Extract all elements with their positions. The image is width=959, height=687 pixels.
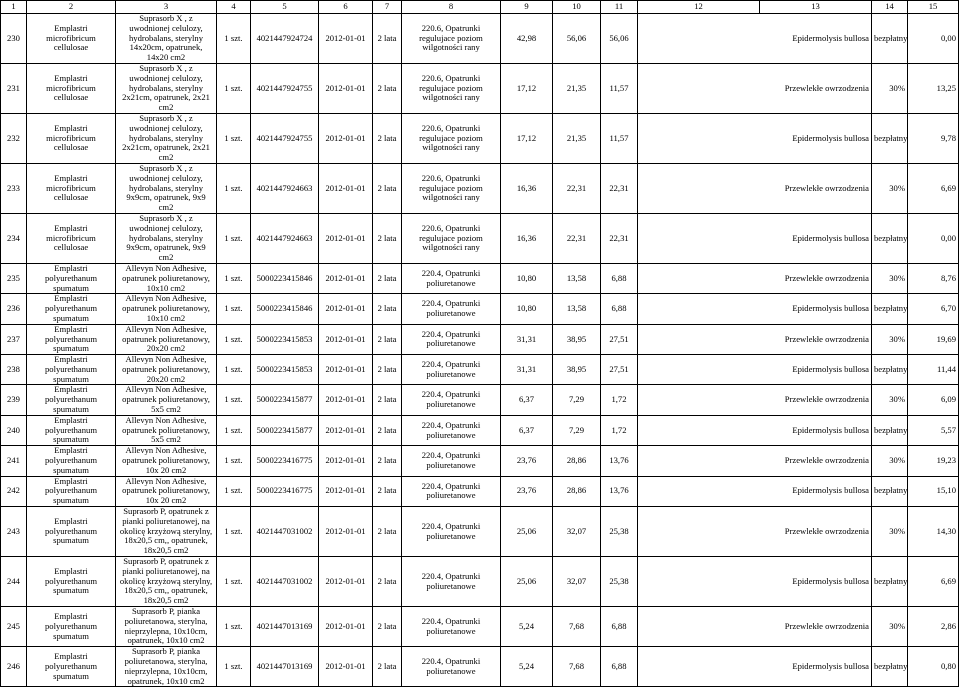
price-wholesale: 6,37 (501, 415, 553, 445)
substance-name: Emplastri microfibricum cellulosae (27, 14, 116, 64)
validity-period: 2 lata (373, 163, 402, 213)
ean-code: 5000223415877 (251, 415, 319, 445)
payment-level: 30% (872, 446, 908, 476)
limit-group: 220.4, Opatrunki poliuretanowe (402, 415, 501, 445)
package-size: 1 szt. (217, 476, 251, 506)
validity-period: 2 lata (373, 607, 402, 647)
price-wholesale: 5,24 (501, 647, 553, 687)
price-wholesale: 6,37 (501, 385, 553, 415)
ean-code: 4021447924755 (251, 113, 319, 163)
payment-level: bezpłatny (872, 476, 908, 506)
indication: Przewlekłe owrzodzenia (638, 263, 872, 293)
substance-name: Emplastri polyurethanum spumatum (27, 263, 116, 293)
package-size: 1 szt. (217, 355, 251, 385)
patient-payment: 2,86 (908, 607, 959, 647)
patient-payment: 0,80 (908, 647, 959, 687)
patient-payment: 6,69 (908, 163, 959, 213)
column-number: 3 (116, 1, 217, 14)
table-row (1, 355, 959, 385)
table-row (1, 213, 959, 263)
ean-code: 5000223415853 (251, 324, 319, 354)
limit-value: 6,88 (601, 263, 638, 293)
row-number: 244 (1, 557, 27, 607)
payment-level: 30% (872, 507, 908, 557)
patient-payment: 6,70 (908, 294, 959, 324)
price-retail: 7,29 (553, 385, 601, 415)
substance-name: Emplastri polyurethanum spumatum (27, 385, 116, 415)
indication: Epidermolysis bullosa (638, 415, 872, 445)
payment-level: 30% (872, 324, 908, 354)
substance-name: Emplastri polyurethanum spumatum (27, 557, 116, 607)
indication: Przewlekłe owrzodzenia (638, 607, 872, 647)
package-size: 1 szt. (217, 446, 251, 476)
substance-name: Emplastri polyurethanum spumatum (27, 476, 116, 506)
validity-period: 2 lata (373, 415, 402, 445)
indication: Przewlekłe owrzodzenia (638, 63, 872, 113)
price-wholesale: 16,36 (501, 213, 553, 263)
ean-code: 4021447013169 (251, 607, 319, 647)
payment-level: 30% (872, 385, 908, 415)
price-retail: 7,68 (553, 607, 601, 647)
table-row (1, 385, 959, 415)
price-wholesale: 10,80 (501, 263, 553, 293)
column-number: 7 (373, 1, 402, 14)
limit-value: 1,72 (601, 385, 638, 415)
package-size: 1 szt. (217, 14, 251, 64)
row-number: 246 (1, 647, 27, 687)
column-number: 11 (601, 1, 638, 14)
product-description: Suprasorb X , z uwodnionej celulozy, hydrobalans, sterylny 2x21cm, opatrunek, 2x21 cm2 (116, 113, 217, 163)
limit-value: 27,51 (601, 355, 638, 385)
validity-period: 2 lata (373, 355, 402, 385)
product-description: Allevyn Non Adhesive, opatrunek poliuretanowy, 10x 20 cm2 (116, 476, 217, 506)
price-wholesale: 31,31 (501, 355, 553, 385)
limit-value: 22,31 (601, 163, 638, 213)
validity-period: 2 lata (373, 507, 402, 557)
ean-code: 5000223415877 (251, 385, 319, 415)
package-size: 1 szt. (217, 113, 251, 163)
ean-code: 5000223416775 (251, 446, 319, 476)
row-number: 242 (1, 476, 27, 506)
table-row (1, 324, 959, 354)
column-number: 15 (908, 1, 959, 14)
indication: Epidermolysis bullosa (638, 294, 872, 324)
row-number: 234 (1, 213, 27, 263)
price-wholesale: 16,36 (501, 163, 553, 213)
substance-name: Emplastri polyurethanum spumatum (27, 507, 116, 557)
price-retail: 28,86 (553, 476, 601, 506)
payment-level: 30% (872, 163, 908, 213)
product-description: Suprasorb P, pianka poliuretanowa, sterylna, nieprzylepna, 10x10cm, opatrunek, 10x10 cm2 (116, 647, 217, 687)
indication: Epidermolysis bullosa (638, 476, 872, 506)
limit-value: 25,38 (601, 507, 638, 557)
price-wholesale: 5,24 (501, 607, 553, 647)
substance-name: Emplastri polyurethanum spumatum (27, 355, 116, 385)
indication: Epidermolysis bullosa (638, 557, 872, 607)
validity-period: 2 lata (373, 263, 402, 293)
payment-level: bezpłatny (872, 557, 908, 607)
effective-date: 2012-01-01 (319, 14, 373, 64)
patient-payment: 9,78 (908, 113, 959, 163)
ean-code: 4021447924663 (251, 213, 319, 263)
ean-code: 4021447013169 (251, 647, 319, 687)
product-description: Suprasorb P, opatrunek z pianki poliuretanowej, na okolicę krzyżową sterylny, 18x20,5 cm,, opatrunek, 18x20,5 cm2 (116, 507, 217, 557)
substance-name: Emplastri polyurethanum spumatum (27, 294, 116, 324)
product-description: Suprasorb P, opatrunek z pianki poliuretanowej, na okolicę krzyżową sterylny, 18x20,5 cm,, opatrunek, 18x20,5 cm2 (116, 557, 217, 607)
row-number: 231 (1, 63, 27, 113)
row-number: 245 (1, 607, 27, 647)
effective-date: 2012-01-01 (319, 446, 373, 476)
validity-period: 2 lata (373, 294, 402, 324)
price-wholesale: 10,80 (501, 294, 553, 324)
row-number: 232 (1, 113, 27, 163)
ean-code: 4021447924724 (251, 14, 319, 64)
price-retail: 21,35 (553, 63, 601, 113)
effective-date: 2012-01-01 (319, 507, 373, 557)
row-number: 238 (1, 355, 27, 385)
validity-period: 2 lata (373, 213, 402, 263)
payment-level: bezpłatny (872, 113, 908, 163)
limit-value: 11,57 (601, 113, 638, 163)
row-number: 235 (1, 263, 27, 293)
product-description: Allevyn Non Adhesive, opatrunek poliuretanowy, 5x5 cm2 (116, 415, 217, 445)
table-row (1, 163, 959, 213)
column-number: 8 (402, 1, 501, 14)
payment-level: 30% (872, 263, 908, 293)
limit-group: 220.6, Opatrunki regulujace poziom wilgotności rany (402, 63, 501, 113)
price-wholesale: 25,06 (501, 557, 553, 607)
package-size: 1 szt. (217, 163, 251, 213)
ean-code: 4021447924755 (251, 63, 319, 113)
limit-group: 220.4, Opatrunki poliuretanowe (402, 507, 501, 557)
price-wholesale: 23,76 (501, 476, 553, 506)
limit-value: 13,76 (601, 476, 638, 506)
indication: Przewlekłe owrzodzenia (638, 324, 872, 354)
effective-date: 2012-01-01 (319, 476, 373, 506)
row-number: 236 (1, 294, 27, 324)
effective-date: 2012-01-01 (319, 63, 373, 113)
effective-date: 2012-01-01 (319, 294, 373, 324)
ean-code: 5000223415853 (251, 355, 319, 385)
table-row (1, 415, 959, 445)
effective-date: 2012-01-01 (319, 113, 373, 163)
effective-date: 2012-01-01 (319, 647, 373, 687)
price-retail: 32,07 (553, 507, 601, 557)
limit-group: 220.4, Opatrunki poliuretanowe (402, 476, 501, 506)
patient-payment: 5,57 (908, 415, 959, 445)
limit-value: 6,88 (601, 647, 638, 687)
patient-payment: 11,44 (908, 355, 959, 385)
patient-payment: 13,25 (908, 63, 959, 113)
table-row (1, 607, 959, 647)
limit-group: 220.4, Opatrunki poliuretanowe (402, 607, 501, 647)
ean-code: 4021447031002 (251, 507, 319, 557)
price-wholesale: 25,06 (501, 507, 553, 557)
limit-value: 13,76 (601, 446, 638, 476)
limit-group: 220.4, Opatrunki poliuretanowe (402, 557, 501, 607)
limit-group: 220.6, Opatrunki regulujace poziom wilgotności rany (402, 213, 501, 263)
product-description: Allevyn Non Adhesive, opatrunek poliuretanowy, 10x 20 cm2 (116, 446, 217, 476)
substance-name: Emplastri polyurethanum spumatum (27, 446, 116, 476)
package-size: 1 szt. (217, 294, 251, 324)
validity-period: 2 lata (373, 324, 402, 354)
ean-code: 5000223415846 (251, 263, 319, 293)
product-description: Allevyn Non Adhesive, opatrunek poliuretanowy, 10x10 cm2 (116, 263, 217, 293)
indication: Epidermolysis bullosa (638, 213, 872, 263)
indication: Epidermolysis bullosa (638, 355, 872, 385)
product-description: Suprasorb X , z uwodnionej celulozy, hydrobalans, sterylny 2x21cm, opatrunek, 2x21 cm2 (116, 63, 217, 113)
package-size: 1 szt. (217, 507, 251, 557)
substance-name: Emplastri polyurethanum spumatum (27, 647, 116, 687)
limit-group: 220.6, Opatrunki regulujace poziom wilgotności rany (402, 163, 501, 213)
package-size: 1 szt. (217, 213, 251, 263)
indication: Przewlekłe owrzodzenia (638, 507, 872, 557)
indication: Epidermolysis bullosa (638, 14, 872, 64)
validity-period: 2 lata (373, 113, 402, 163)
column-number: 2 (27, 1, 116, 14)
substance-name: Emplastri microfibricum cellulosae (27, 213, 116, 263)
substance-name: Emplastri microfibricum cellulosae (27, 163, 116, 213)
price-retail: 32,07 (553, 557, 601, 607)
product-description: Suprasorb P, pianka poliuretanowa, sterylna, nieprzylepna, 10x10cm, opatrunek, 10x10 cm2 (116, 607, 217, 647)
product-description: Allevyn Non Adhesive, opatrunek poliuretanowy, 20x20 cm2 (116, 324, 217, 354)
price-retail: 28,86 (553, 446, 601, 476)
patient-payment: 6,09 (908, 385, 959, 415)
price-retail: 38,95 (553, 324, 601, 354)
column-number: 12 (638, 1, 760, 14)
package-size: 1 szt. (217, 63, 251, 113)
validity-period: 2 lata (373, 385, 402, 415)
limit-value: 25,38 (601, 557, 638, 607)
effective-date: 2012-01-01 (319, 415, 373, 445)
limit-value: 22,31 (601, 213, 638, 263)
substance-name: Emplastri polyurethanum spumatum (27, 324, 116, 354)
patient-payment: 0,00 (908, 213, 959, 263)
validity-period: 2 lata (373, 647, 402, 687)
limit-group: 220.4, Opatrunki poliuretanowe (402, 385, 501, 415)
row-number: 241 (1, 446, 27, 476)
limit-group: 220.4, Opatrunki poliuretanowe (402, 355, 501, 385)
patient-payment: 8,76 (908, 263, 959, 293)
limit-value: 27,51 (601, 324, 638, 354)
patient-payment: 19,69 (908, 324, 959, 354)
payment-level: bezpłatny (872, 294, 908, 324)
price-wholesale: 17,12 (501, 63, 553, 113)
limit-group: 220.4, Opatrunki poliuretanowe (402, 446, 501, 476)
validity-period: 2 lata (373, 476, 402, 506)
package-size: 1 szt. (217, 647, 251, 687)
payment-level: 30% (872, 607, 908, 647)
table-row (1, 557, 959, 607)
limit-group: 220.4, Opatrunki poliuretanowe (402, 294, 501, 324)
product-description: Allevyn Non Adhesive, opatrunek poliuretanowy, 20x20 cm2 (116, 355, 217, 385)
price-retail: 7,29 (553, 415, 601, 445)
validity-period: 2 lata (373, 14, 402, 64)
table-row (1, 63, 959, 113)
price-wholesale: 17,12 (501, 113, 553, 163)
payment-level: bezpłatny (872, 213, 908, 263)
limit-value: 6,88 (601, 294, 638, 324)
price-retail: 21,35 (553, 113, 601, 163)
package-size: 1 szt. (217, 324, 251, 354)
table-row (1, 113, 959, 163)
column-number: 4 (217, 1, 251, 14)
limit-group: 220.4, Opatrunki poliuretanowe (402, 324, 501, 354)
limit-value: 11,57 (601, 63, 638, 113)
package-size: 1 szt. (217, 263, 251, 293)
table-row (1, 263, 959, 293)
validity-period: 2 lata (373, 446, 402, 476)
limit-group: 220.6, Opatrunki regulujace poziom wilgotności rany (402, 113, 501, 163)
product-description: Suprasorb X , z uwodnionej celulozy, hydrobalans, sterylny 9x9cm, opatrunek, 9x9 cm2 (116, 163, 217, 213)
patient-payment: 6,69 (908, 557, 959, 607)
price-retail: 22,31 (553, 163, 601, 213)
payment-level: 30% (872, 63, 908, 113)
column-number: 9 (501, 1, 553, 14)
product-description: Allevyn Non Adhesive, opatrunek poliuretanowy, 10x10 cm2 (116, 294, 217, 324)
column-number: 6 (319, 1, 373, 14)
limit-group: 220.6, Opatrunki regulujace poziom wilgotności rany (402, 14, 501, 64)
column-number: 5 (251, 1, 319, 14)
patient-payment: 0,00 (908, 14, 959, 64)
validity-period: 2 lata (373, 63, 402, 113)
row-number: 240 (1, 415, 27, 445)
payment-level: bezpłatny (872, 14, 908, 64)
product-description: Allevyn Non Adhesive, opatrunek poliuretanowy, 5x5 cm2 (116, 385, 217, 415)
price-retail: 38,95 (553, 355, 601, 385)
patient-payment: 14,30 (908, 507, 959, 557)
effective-date: 2012-01-01 (319, 324, 373, 354)
column-number: 1 (1, 1, 27, 14)
price-wholesale: 23,76 (501, 446, 553, 476)
effective-date: 2012-01-01 (319, 385, 373, 415)
effective-date: 2012-01-01 (319, 557, 373, 607)
column-number: 10 (553, 1, 601, 14)
table-row (1, 647, 959, 687)
payment-level: bezpłatny (872, 647, 908, 687)
table-row (1, 476, 959, 506)
validity-period: 2 lata (373, 557, 402, 607)
effective-date: 2012-01-01 (319, 213, 373, 263)
table-row (1, 446, 959, 476)
substance-name: Emplastri microfibricum cellulosae (27, 63, 116, 113)
column-number: 14 (872, 1, 908, 14)
table-row (1, 507, 959, 557)
indication: Epidermolysis bullosa (638, 113, 872, 163)
limit-group: 220.4, Opatrunki poliuretanowe (402, 647, 501, 687)
effective-date: 2012-01-01 (319, 355, 373, 385)
product-description: Suprasorb X , z uwodnionej celulozy, hydrobalans, sterylny 9x9cm, opatrunek, 9x9 cm2 (116, 213, 217, 263)
indication: Przewlekłe owrzodzenia (638, 385, 872, 415)
payment-level: bezpłatny (872, 355, 908, 385)
patient-payment: 15,10 (908, 476, 959, 506)
effective-date: 2012-01-01 (319, 607, 373, 647)
effective-date: 2012-01-01 (319, 163, 373, 213)
price-wholesale: 31,31 (501, 324, 553, 354)
ean-code: 4021447924663 (251, 163, 319, 213)
column-number-header (1, 1, 959, 14)
payment-level: bezpłatny (872, 415, 908, 445)
row-number: 243 (1, 507, 27, 557)
patient-payment: 19,23 (908, 446, 959, 476)
substance-name: Emplastri polyurethanum spumatum (27, 415, 116, 445)
price-wholesale: 42,98 (501, 14, 553, 64)
limit-group: 220.4, Opatrunki poliuretanowe (402, 263, 501, 293)
price-retail: 13,58 (553, 263, 601, 293)
indication: Przewlekłe owrzodzenia (638, 446, 872, 476)
package-size: 1 szt. (217, 557, 251, 607)
row-number: 237 (1, 324, 27, 354)
ean-code: 5000223416775 (251, 476, 319, 506)
package-size: 1 szt. (217, 415, 251, 445)
indication: Przewlekłe owrzodzenia (638, 163, 872, 213)
row-number: 239 (1, 385, 27, 415)
price-retail: 56,06 (553, 14, 601, 64)
limit-value: 56,06 (601, 14, 638, 64)
package-size: 1 szt. (217, 385, 251, 415)
package-size: 1 szt. (217, 607, 251, 647)
product-description: Suprasorb X , z uwodnionej celulozy, hydrobalans, sterylny 14x20cm, opatrunek, 14x20 cm2 (116, 14, 217, 64)
substance-name: Emplastri microfibricum cellulosae (27, 113, 116, 163)
limit-value: 6,88 (601, 607, 638, 647)
row-number: 230 (1, 14, 27, 64)
limit-value: 1,72 (601, 415, 638, 445)
indication: Epidermolysis bullosa (638, 647, 872, 687)
price-retail: 13,58 (553, 294, 601, 324)
table-row (1, 294, 959, 324)
row-number: 233 (1, 163, 27, 213)
column-number: 13 (760, 1, 872, 14)
table-row (1, 14, 959, 64)
ean-code: 5000223415846 (251, 294, 319, 324)
ean-code: 4021447031002 (251, 557, 319, 607)
substance-name: Emplastri polyurethanum spumatum (27, 607, 116, 647)
price-retail: 7,68 (553, 647, 601, 687)
price-retail: 22,31 (553, 213, 601, 263)
effective-date: 2012-01-01 (319, 263, 373, 293)
